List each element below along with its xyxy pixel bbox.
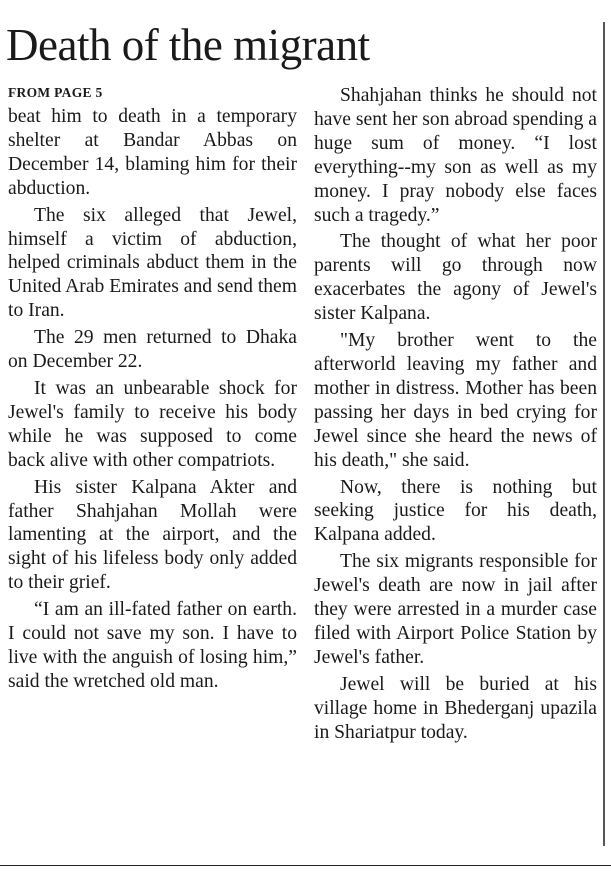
paragraph: The 29 men returned to Dhaka on December 22.: [8, 327, 297, 373]
paragraph: "My brother went to the afterworld leaving my father and mother in distress. Mother has been passing her days in bed crying for Jewel since she heard the news of his death," she said.: [314, 330, 597, 471]
paragraph: The six migrants responsible for Jewel's death are now in jail after they were arrested in a murder case filed with Airport Police Station by Jewel's father.: [314, 551, 597, 668]
left-column: [8, 105, 297, 697]
paragraph: Shahjahan thinks he should not have sent her son abroad spending a huge sum of money. “I lost everything--my son as well as my money. I pray nobody else faces such a tragedy.”: [314, 85, 597, 226]
paragraph: beat him to death in a temporary shelter at Bandar Abbas on December 14, blaming him for their abduction.: [8, 106, 297, 199]
bottom-rule: [0, 865, 611, 866]
paragraph: Jewel will be buried at his village home in Bhederganj upazila in Shariatpur today.: [314, 673, 597, 743]
paragraph: His sister Kalpana Akter and father Shahjahan Mollah were lamenting at the airport, and the sight of his lifeless body only added to their grief.: [8, 476, 297, 594]
column-rule: [603, 22, 605, 846]
paragraph: The thought of what her poor parents will go through now exacerbates the agony of Jewel's sister Kalpana.: [314, 231, 597, 325]
paragraph: It was an unbearable shock for Jewel's family to receive his body while he was supposed to come back alive with other compatriots.: [8, 377, 297, 471]
continued-from-label: FROM PAGE 5: [8, 85, 103, 100]
paragraph: “I am an ill-fated father on earth. I could not save my son. I have to live with the anguish of losing him,” said the wretched old man.: [8, 599, 297, 692]
right-column: [314, 84, 597, 747]
paragraph: The six alleged that Jewel, himself a victim of abduction, helped criminals abduct them in the United Arab Emirates and send them to Iran.: [8, 204, 297, 322]
headline: Death of the migrant: [6, 20, 370, 70]
paragraph: Now, there is nothing but seeking justice for his death, Kalpana added.: [314, 476, 597, 546]
